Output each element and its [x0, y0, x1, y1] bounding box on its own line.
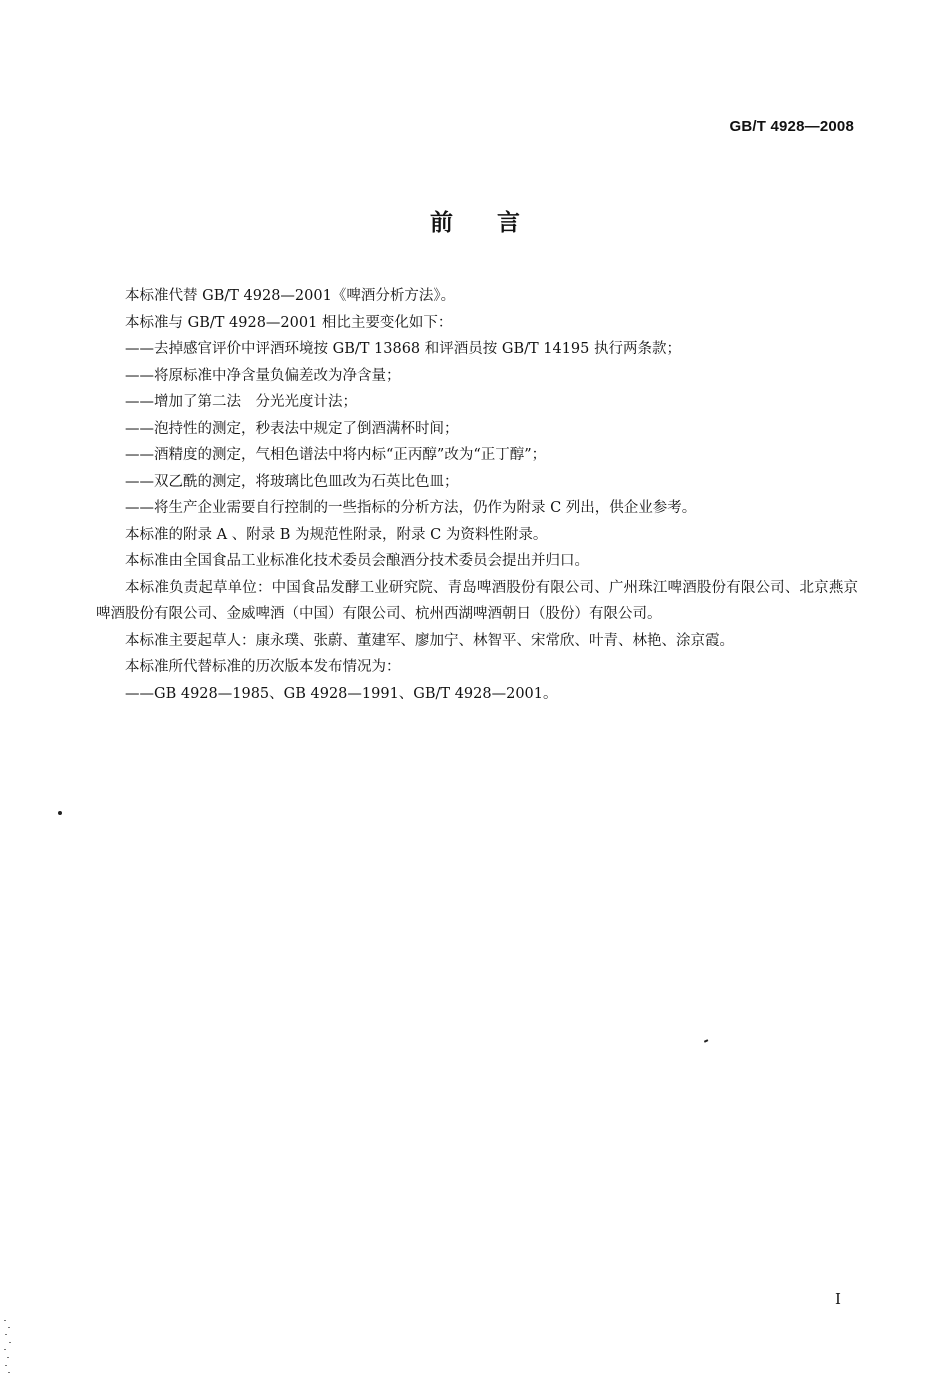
change-item-diacetyl: ——双乙酰的测定，将玻璃比色皿改为石英比色皿； [125, 473, 459, 490]
paragraph-proposed-by: 本标准由全国食品工业标准化技术委员会酿酒分技术委员会提出并归口。 [125, 553, 589, 569]
scan-edge-marks [2, 1318, 14, 1378]
paragraph-drafting-units: 本标准负责起草单位：中国食品发酵工业研究院、青岛啤酒股份有限公司、广州珠江啤酒股份有限公司、北京燕京啤酒股份有限公司、金威啤酒（中国）有限公司、杭州西湖啤酒朝日（股份）有限公司。 [96, 579, 858, 622]
change-item-net-content: ——将原标准中净含量负偏差改为净含量； [125, 367, 401, 384]
paragraph-history-versions: ——GB 4928—1985、GB 4928—1991、GB/T 4928—2001。 [125, 685, 558, 702]
change-item-foam: ——泡持性的测定，秒表法中规定了倒酒满杯时间； [125, 420, 459, 437]
page-number: I [835, 1290, 841, 1308]
scan-speck [58, 811, 62, 815]
paragraph-changes-intro: 本标准与 GB/T 4928—2001 相比主要变化如下： [125, 314, 453, 331]
scan-speck [704, 1039, 708, 1042]
change-item-spectrophotometer: ——增加了第二法 分光光度计法； [125, 394, 357, 410]
paragraph-replaces: 本标准代替 GB/T 4928—2001《啤酒分析方法》。 [125, 288, 456, 304]
change-item-appendix-c: ——将生产企业需要自行控制的一些指标的分析方法，仍作为附录 C 列出，供企业参考。 [125, 500, 697, 516]
paragraph-appendices: 本标准的附录 A 、附录 B 为规范性附录，附录 C 为资料性附录。 [125, 526, 548, 543]
change-item-sensory: ——去掉感官评价中评酒环境按 GB/T 13868 和评酒员按 GB/T 14195 执行两条款； [125, 341, 681, 357]
foreword-body [96, 283, 858, 707]
page-title: 前言 [430, 210, 564, 236]
paragraph-drafters: 本标准主要起草人：康永璞、张蔚、董建军、廖加宁、林智平、宋常欣、叶青、林艳、涂京霞。 [125, 632, 734, 649]
change-item-alcohol: ——酒精度的测定，气相色谱法中将内标“正丙醇”改为“正丁醇”； [125, 447, 547, 463]
paragraph-history-intro: 本标准所代替标准的历次版本发布情况为： [125, 659, 401, 675]
standard-code: GB/T 4928—2008 [729, 118, 854, 135]
